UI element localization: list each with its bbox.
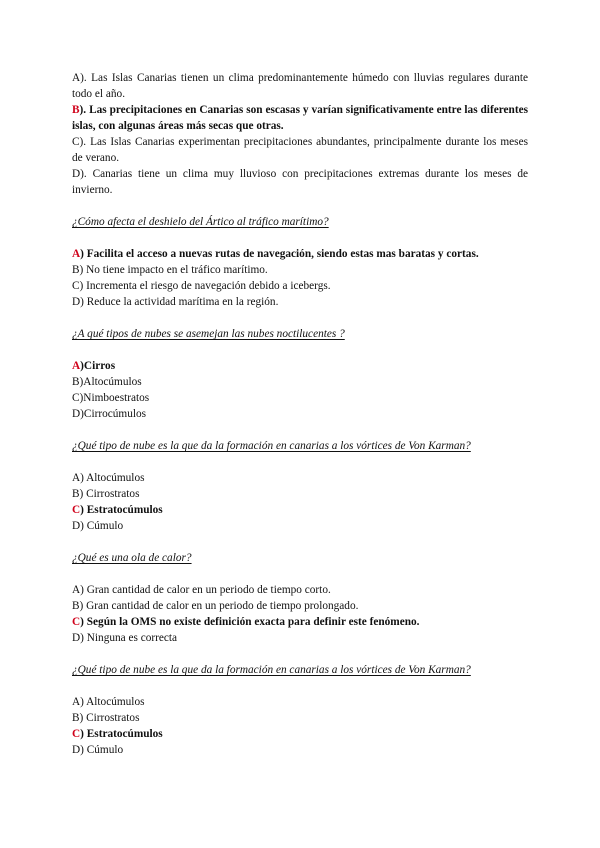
option-a-correct xyxy=(72,358,528,374)
option-b: B) No tiene impacto en el tráfico marítimo. xyxy=(72,264,268,276)
option-a-correct xyxy=(72,246,528,262)
correct-letter: C xyxy=(72,728,81,740)
option-a: A) Altocúmulos xyxy=(72,472,145,484)
correct-letter: C xyxy=(72,504,81,516)
question-block-2 xyxy=(72,326,528,422)
option-a: A). Las Islas Canarias tienen un clima predominantemente húmedo con lluvias regulares durante todo el año. xyxy=(72,72,528,100)
option-d: D) Cúmulo xyxy=(72,744,124,756)
option-d: D) Reduce la actividad marítima en la región. xyxy=(72,296,279,308)
option-d: D). Canarias tiene un clima muy lluvioso con precipitaciones extremas durante los meses de invierno. xyxy=(72,168,528,196)
question-block-0 xyxy=(72,70,528,198)
option-text: ). Las precipitaciones en Canarias son escasas y varían significativamente entre las diferentes islas, con algunas áreas más secas que otras. xyxy=(72,104,528,132)
option-b: B) Gran cantidad de calor en un periodo de tiempo prolongado. xyxy=(72,600,359,612)
question-block-1 xyxy=(72,214,528,310)
question-block-5 xyxy=(72,662,528,758)
option-text: ) Facilita el acceso a nuevas rutas de navegación, siendo estas mas baratas y cortas. xyxy=(80,248,479,260)
option-c-correct xyxy=(72,614,528,630)
option-text: ) Según la OMS no existe definición exacta para definir este fenómeno. xyxy=(80,616,420,628)
correct-letter: A xyxy=(72,360,81,372)
question-title: ¿A qué tipos de nubes se asemejan las nubes noctilucentes ? xyxy=(72,328,345,340)
option-c: C) Incrementa el riesgo de navegación debido a icebergs. xyxy=(72,280,331,292)
correct-letter: B xyxy=(72,104,80,116)
option-text: )Cirros xyxy=(80,360,116,372)
option-a: A) Gran cantidad de calor en un periodo de tiempo corto. xyxy=(72,584,331,596)
option-d: D)Cirrocúmulos xyxy=(72,408,147,420)
option-b: B)Altocúmulos xyxy=(72,376,142,388)
option-d: D) Cúmulo xyxy=(72,520,124,532)
option-text: ) Estratocúmulos xyxy=(80,728,163,740)
option-c-correct xyxy=(72,502,528,518)
question-title: ¿Qué tipo de nube es la que da la formación en canarias a los vórtices de Von Karman? xyxy=(72,440,471,452)
question-title: ¿Cómo afecta el deshielo del Ártico al tráfico marítimo? xyxy=(72,216,329,228)
option-b: B) Cirrostratos xyxy=(72,488,140,500)
option-text: ) Estratocúmulos xyxy=(80,504,163,516)
question-block-3 xyxy=(72,438,528,534)
question-title: ¿Qué tipo de nube es la que da la formación en canarias a los vórtices de Von Karman? xyxy=(72,664,471,676)
question-title: ¿Qué es una ola de calor? xyxy=(72,552,192,564)
option-b: B) Cirrostratos xyxy=(72,712,140,724)
option-d: D) Ninguna es correcta xyxy=(72,632,178,644)
question-block-4 xyxy=(72,550,528,646)
correct-letter: C xyxy=(72,616,81,628)
option-b-correct xyxy=(72,102,528,134)
correct-letter: A xyxy=(72,248,81,260)
option-c: C)Nimboestratos xyxy=(72,392,150,404)
option-c: C). Las Islas Canarias experimentan precipitaciones abundantes, principalmente durante los meses de verano. xyxy=(72,136,528,164)
option-c-correct xyxy=(72,726,528,742)
option-a: A) Altocúmulos xyxy=(72,696,145,708)
